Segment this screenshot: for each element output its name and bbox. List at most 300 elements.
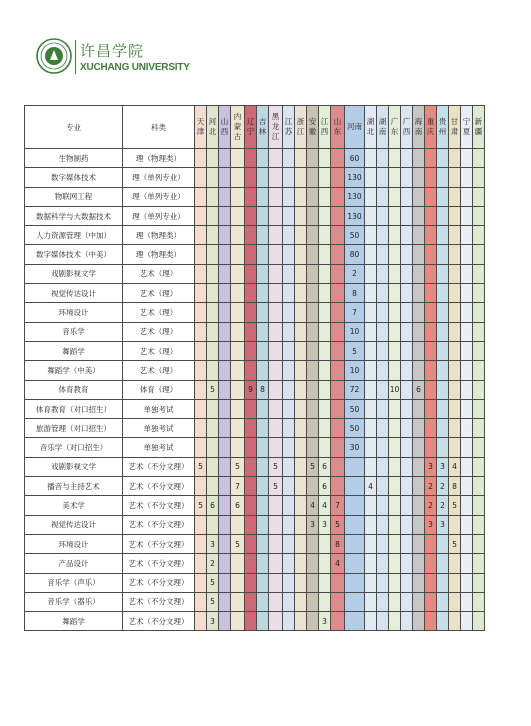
quota-cell xyxy=(257,322,269,341)
quota-cell xyxy=(461,477,473,496)
quota-cell xyxy=(365,496,377,515)
quota-cell xyxy=(461,419,473,438)
table-row xyxy=(25,206,485,225)
quota-cell xyxy=(195,206,207,225)
quota-cell: 10 xyxy=(345,322,365,341)
quota-cell xyxy=(365,206,377,225)
quota-cell: 3 xyxy=(319,515,331,534)
major-cell: 数字媒体技术（中美） xyxy=(25,245,123,264)
quota-cell xyxy=(257,168,269,187)
quota-cell: 60 xyxy=(345,149,365,168)
quota-cell xyxy=(331,284,345,303)
category-cell: 理（单列专业） xyxy=(123,187,195,206)
quota-cell xyxy=(473,438,485,457)
quota-cell xyxy=(449,322,461,341)
quota-cell xyxy=(331,399,345,418)
quota-cell xyxy=(401,187,413,206)
quota-cell xyxy=(269,361,283,380)
quota-cell xyxy=(345,496,365,515)
quota-cell xyxy=(365,457,377,476)
province-name: 广东 xyxy=(390,117,399,136)
category-cell: 艺术（理） xyxy=(123,264,195,283)
quota-cell xyxy=(425,303,437,322)
quota-cell: 30 xyxy=(345,438,365,457)
quota-cell xyxy=(219,284,231,303)
quota-cell xyxy=(307,168,319,187)
category-cell: 艺术（不分文理） xyxy=(123,612,195,631)
quota-cell xyxy=(401,477,413,496)
quota-cell xyxy=(269,496,283,515)
quota-cell xyxy=(365,554,377,573)
quota-cell xyxy=(231,399,245,418)
province-name: 河北 xyxy=(208,117,217,136)
quota-cell xyxy=(231,380,245,399)
quota-cell xyxy=(449,399,461,418)
quota-cell xyxy=(377,303,389,322)
quota-cell xyxy=(207,284,219,303)
quota-cell xyxy=(425,419,437,438)
quota-cell xyxy=(389,187,401,206)
quota-cell xyxy=(413,361,425,380)
quota-cell xyxy=(219,187,231,206)
quota-cell xyxy=(365,341,377,360)
quota-cell xyxy=(207,245,219,264)
quota-cell xyxy=(195,245,207,264)
quota-cell: 10 xyxy=(389,380,401,399)
quota-cell xyxy=(449,554,461,573)
quota-cell xyxy=(331,380,345,399)
quota-cell xyxy=(389,322,401,341)
quota-cell xyxy=(401,149,413,168)
quota-cell xyxy=(425,592,437,611)
quota-cell xyxy=(437,245,449,264)
quota-cell xyxy=(473,496,485,515)
quota-cell: 50 xyxy=(345,399,365,418)
quota-cell xyxy=(231,322,245,341)
major-cell: 环境设计 xyxy=(25,534,123,553)
quota-cell xyxy=(295,168,307,187)
quota-cell xyxy=(365,245,377,264)
quota-cell xyxy=(231,419,245,438)
quota-cell xyxy=(307,226,319,245)
table-row xyxy=(25,264,485,283)
quota-cell xyxy=(295,477,307,496)
quota-cell xyxy=(425,380,437,399)
quota-cell xyxy=(195,399,207,418)
quota-cell xyxy=(365,322,377,341)
quota-cell xyxy=(401,534,413,553)
quota-cell xyxy=(377,341,389,360)
quota-cell xyxy=(425,284,437,303)
quota-cell xyxy=(231,592,245,611)
quota-cell xyxy=(377,168,389,187)
quota-cell xyxy=(449,592,461,611)
quota-cell xyxy=(377,496,389,515)
quota-cell xyxy=(449,573,461,592)
quota-cell xyxy=(307,187,319,206)
quota-cell xyxy=(377,284,389,303)
quota-cell: 5 xyxy=(231,457,245,476)
quota-cell xyxy=(389,612,401,631)
quota-cell xyxy=(307,554,319,573)
quota-cell xyxy=(449,284,461,303)
quota-cell xyxy=(437,534,449,553)
quota-cell xyxy=(473,477,485,496)
quota-cell xyxy=(283,187,295,206)
quota-cell xyxy=(461,226,473,245)
province-header xyxy=(425,106,437,149)
quota-cell xyxy=(283,341,295,360)
quota-cell xyxy=(231,341,245,360)
quota-cell: 3 xyxy=(207,534,219,553)
quota-cell xyxy=(245,168,257,187)
quota-cell xyxy=(307,438,319,457)
table-row xyxy=(25,187,485,206)
quota-cell xyxy=(473,419,485,438)
province-header xyxy=(473,106,485,149)
major-cell: 人力资源管理（中加） xyxy=(25,226,123,245)
quota-cell xyxy=(437,380,449,399)
quota-cell xyxy=(461,264,473,283)
quota-cell xyxy=(307,284,319,303)
quota-cell xyxy=(295,573,307,592)
quota-cell xyxy=(389,361,401,380)
quota-cell xyxy=(319,206,331,225)
quota-cell xyxy=(231,226,245,245)
quota-cell xyxy=(257,361,269,380)
quota-cell xyxy=(319,380,331,399)
quota-cell: 5 xyxy=(449,496,461,515)
quota-cell xyxy=(195,361,207,380)
quota-cell xyxy=(425,361,437,380)
quota-cell xyxy=(377,438,389,457)
quota-cell xyxy=(219,245,231,264)
quota-cell xyxy=(461,573,473,592)
quota-cell xyxy=(425,245,437,264)
quota-cell: 4 xyxy=(319,496,331,515)
quota-cell xyxy=(331,245,345,264)
quota-cell xyxy=(307,592,319,611)
quota-cell xyxy=(269,341,283,360)
province-header xyxy=(377,106,389,149)
quota-cell xyxy=(257,226,269,245)
quota-cell xyxy=(461,592,473,611)
quota-cell xyxy=(231,612,245,631)
quota-cell xyxy=(401,438,413,457)
quota-cell xyxy=(413,573,425,592)
quota-cell xyxy=(319,187,331,206)
quota-cell xyxy=(377,554,389,573)
province-header xyxy=(207,106,219,149)
quota-cell xyxy=(219,515,231,534)
quota-cell xyxy=(195,380,207,399)
quota-cell: 3 xyxy=(425,457,437,476)
quota-cell xyxy=(461,399,473,418)
quota-cell xyxy=(295,303,307,322)
quota-cell xyxy=(425,206,437,225)
quota-cell xyxy=(389,245,401,264)
province-name: 湖北 xyxy=(366,117,375,136)
quota-cell xyxy=(425,612,437,631)
enrollment-plan-table xyxy=(24,105,485,631)
quota-cell xyxy=(461,168,473,187)
province-header xyxy=(365,106,377,149)
province-name: 宁夏 xyxy=(462,117,471,136)
quota-cell xyxy=(377,612,389,631)
quota-cell xyxy=(473,399,485,418)
university-emblem-icon xyxy=(36,38,72,74)
quota-cell xyxy=(389,438,401,457)
quota-cell xyxy=(401,380,413,399)
quota-cell xyxy=(295,380,307,399)
quota-cell xyxy=(269,592,283,611)
quota-cell: 8 xyxy=(449,477,461,496)
quota-cell xyxy=(401,361,413,380)
quota-cell xyxy=(413,303,425,322)
province-header xyxy=(389,106,401,149)
quota-cell xyxy=(425,399,437,418)
province-header xyxy=(219,106,231,149)
table-body xyxy=(25,149,485,631)
quota-cell xyxy=(449,303,461,322)
province-header xyxy=(437,106,449,149)
quota-cell xyxy=(257,612,269,631)
quota-cell xyxy=(331,149,345,168)
quota-cell xyxy=(245,187,257,206)
table-row xyxy=(25,496,485,515)
quota-cell xyxy=(365,399,377,418)
province-name: 湖南 xyxy=(378,117,387,136)
province-header xyxy=(231,106,245,149)
province-name: 安徽 xyxy=(308,117,317,136)
quota-cell: 3 xyxy=(437,457,449,476)
quota-cell xyxy=(319,168,331,187)
quota-cell xyxy=(365,187,377,206)
quota-cell xyxy=(461,245,473,264)
quota-cell xyxy=(449,380,461,399)
quota-cell xyxy=(461,380,473,399)
quota-cell xyxy=(401,322,413,341)
quota-cell xyxy=(207,419,219,438)
quota-cell xyxy=(345,515,365,534)
quota-cell xyxy=(331,187,345,206)
major-cell: 视觉传达设计 xyxy=(25,515,123,534)
quota-cell xyxy=(295,322,307,341)
quota-cell xyxy=(295,206,307,225)
quota-cell xyxy=(269,226,283,245)
quota-cell xyxy=(245,438,257,457)
quota-cell: 50 xyxy=(345,226,365,245)
quota-cell xyxy=(437,303,449,322)
quota-cell xyxy=(449,612,461,631)
major-cell: 产品设计 xyxy=(25,554,123,573)
quota-cell xyxy=(295,515,307,534)
quota-cell xyxy=(195,149,207,168)
quota-cell xyxy=(319,341,331,360)
quota-cell xyxy=(195,168,207,187)
category-cell: 艺术（理） xyxy=(123,322,195,341)
quota-cell xyxy=(269,187,283,206)
quota-cell xyxy=(231,438,245,457)
major-cell: 物联网工程 xyxy=(25,187,123,206)
category-cell: 理（物理类） xyxy=(123,149,195,168)
quota-cell xyxy=(331,206,345,225)
quota-cell xyxy=(401,341,413,360)
province-header xyxy=(295,106,307,149)
quota-cell xyxy=(195,438,207,457)
province-name: 海南 xyxy=(414,117,423,136)
quota-cell xyxy=(219,438,231,457)
quota-cell: 2 xyxy=(207,554,219,573)
quota-cell xyxy=(425,168,437,187)
major-cell: 播音与主持艺术 xyxy=(25,477,123,496)
quota-cell xyxy=(345,554,365,573)
quota-cell xyxy=(365,419,377,438)
quota-cell xyxy=(413,419,425,438)
quota-cell xyxy=(449,226,461,245)
quota-cell xyxy=(401,457,413,476)
category-cell: 艺术（不分文理） xyxy=(123,477,195,496)
quota-cell xyxy=(195,322,207,341)
quota-cell xyxy=(413,245,425,264)
quota-cell xyxy=(195,477,207,496)
quota-cell: 5 xyxy=(345,341,365,360)
quota-cell xyxy=(207,303,219,322)
table-row xyxy=(25,477,485,496)
quota-cell xyxy=(245,612,257,631)
quota-cell xyxy=(269,149,283,168)
quota-cell xyxy=(207,149,219,168)
quota-cell xyxy=(377,399,389,418)
quota-cell xyxy=(365,592,377,611)
quota-cell xyxy=(401,264,413,283)
quota-cell xyxy=(319,284,331,303)
quota-cell xyxy=(365,264,377,283)
major-cell: 音乐学（对口招生） xyxy=(25,438,123,457)
quota-cell xyxy=(319,419,331,438)
quota-cell xyxy=(207,361,219,380)
quota-cell xyxy=(283,245,295,264)
quota-cell xyxy=(437,438,449,457)
quota-cell xyxy=(245,284,257,303)
quota-cell: 50 xyxy=(345,419,365,438)
quota-cell xyxy=(473,264,485,283)
quota-cell xyxy=(365,573,377,592)
quota-cell xyxy=(257,245,269,264)
quota-cell xyxy=(413,554,425,573)
quota-cell xyxy=(425,554,437,573)
quota-cell xyxy=(461,284,473,303)
quota-cell xyxy=(331,322,345,341)
category-cell: 艺术（理） xyxy=(123,341,195,360)
quota-cell xyxy=(231,149,245,168)
quota-cell xyxy=(389,168,401,187)
quota-cell xyxy=(283,322,295,341)
quota-cell xyxy=(295,361,307,380)
major-cell: 美术学 xyxy=(25,496,123,515)
quota-cell xyxy=(331,573,345,592)
quota-cell xyxy=(207,477,219,496)
quota-cell xyxy=(295,496,307,515)
header-major: 专业 xyxy=(25,106,123,149)
quota-cell xyxy=(319,264,331,283)
quota-cell xyxy=(283,612,295,631)
category-cell: 艺术（理） xyxy=(123,303,195,322)
quota-cell xyxy=(377,515,389,534)
quota-cell xyxy=(283,303,295,322)
quota-cell xyxy=(207,322,219,341)
quota-cell xyxy=(295,457,307,476)
quota-cell xyxy=(345,457,365,476)
quota-cell xyxy=(389,226,401,245)
quota-cell xyxy=(413,322,425,341)
quota-cell xyxy=(437,554,449,573)
quota-cell xyxy=(195,264,207,283)
quota-cell xyxy=(425,322,437,341)
quota-cell xyxy=(195,226,207,245)
quota-cell xyxy=(389,515,401,534)
quota-cell xyxy=(283,361,295,380)
category-cell: 单独考试 xyxy=(123,399,195,418)
quota-cell xyxy=(307,149,319,168)
quota-cell xyxy=(283,477,295,496)
quota-cell xyxy=(283,457,295,476)
quota-cell: 7 xyxy=(345,303,365,322)
table-row xyxy=(25,149,485,168)
quota-cell xyxy=(437,284,449,303)
table-row xyxy=(25,341,485,360)
quota-cell xyxy=(319,245,331,264)
quota-cell xyxy=(473,592,485,611)
quota-cell xyxy=(195,419,207,438)
province-header xyxy=(413,106,425,149)
quota-cell xyxy=(331,477,345,496)
quota-cell xyxy=(345,573,365,592)
quota-cell xyxy=(219,149,231,168)
quota-cell xyxy=(207,187,219,206)
table-row xyxy=(25,380,485,399)
quota-cell xyxy=(461,554,473,573)
quota-cell xyxy=(307,245,319,264)
province-name: 吉林 xyxy=(258,117,267,136)
major-cell: 视觉传达设计 xyxy=(25,284,123,303)
province-header xyxy=(257,106,269,149)
quota-cell xyxy=(245,457,257,476)
quota-cell xyxy=(389,534,401,553)
quota-cell xyxy=(307,399,319,418)
province-name: 山西 xyxy=(220,117,229,136)
quota-cell xyxy=(231,187,245,206)
quota-cell xyxy=(283,206,295,225)
quota-cell xyxy=(413,457,425,476)
quota-cell xyxy=(389,284,401,303)
quota-cell xyxy=(245,573,257,592)
quota-cell xyxy=(245,322,257,341)
table-row xyxy=(25,534,485,553)
quota-cell xyxy=(269,554,283,573)
quota-cell xyxy=(389,264,401,283)
quota-cell: 5 xyxy=(207,592,219,611)
quota-cell xyxy=(377,264,389,283)
quota-cell xyxy=(425,438,437,457)
quota-cell xyxy=(195,341,207,360)
quota-cell xyxy=(437,573,449,592)
quota-cell xyxy=(307,322,319,341)
major-cell: 数据科学与大数据技术 xyxy=(25,206,123,225)
quota-cell xyxy=(231,245,245,264)
quota-cell xyxy=(219,477,231,496)
quota-cell xyxy=(425,264,437,283)
